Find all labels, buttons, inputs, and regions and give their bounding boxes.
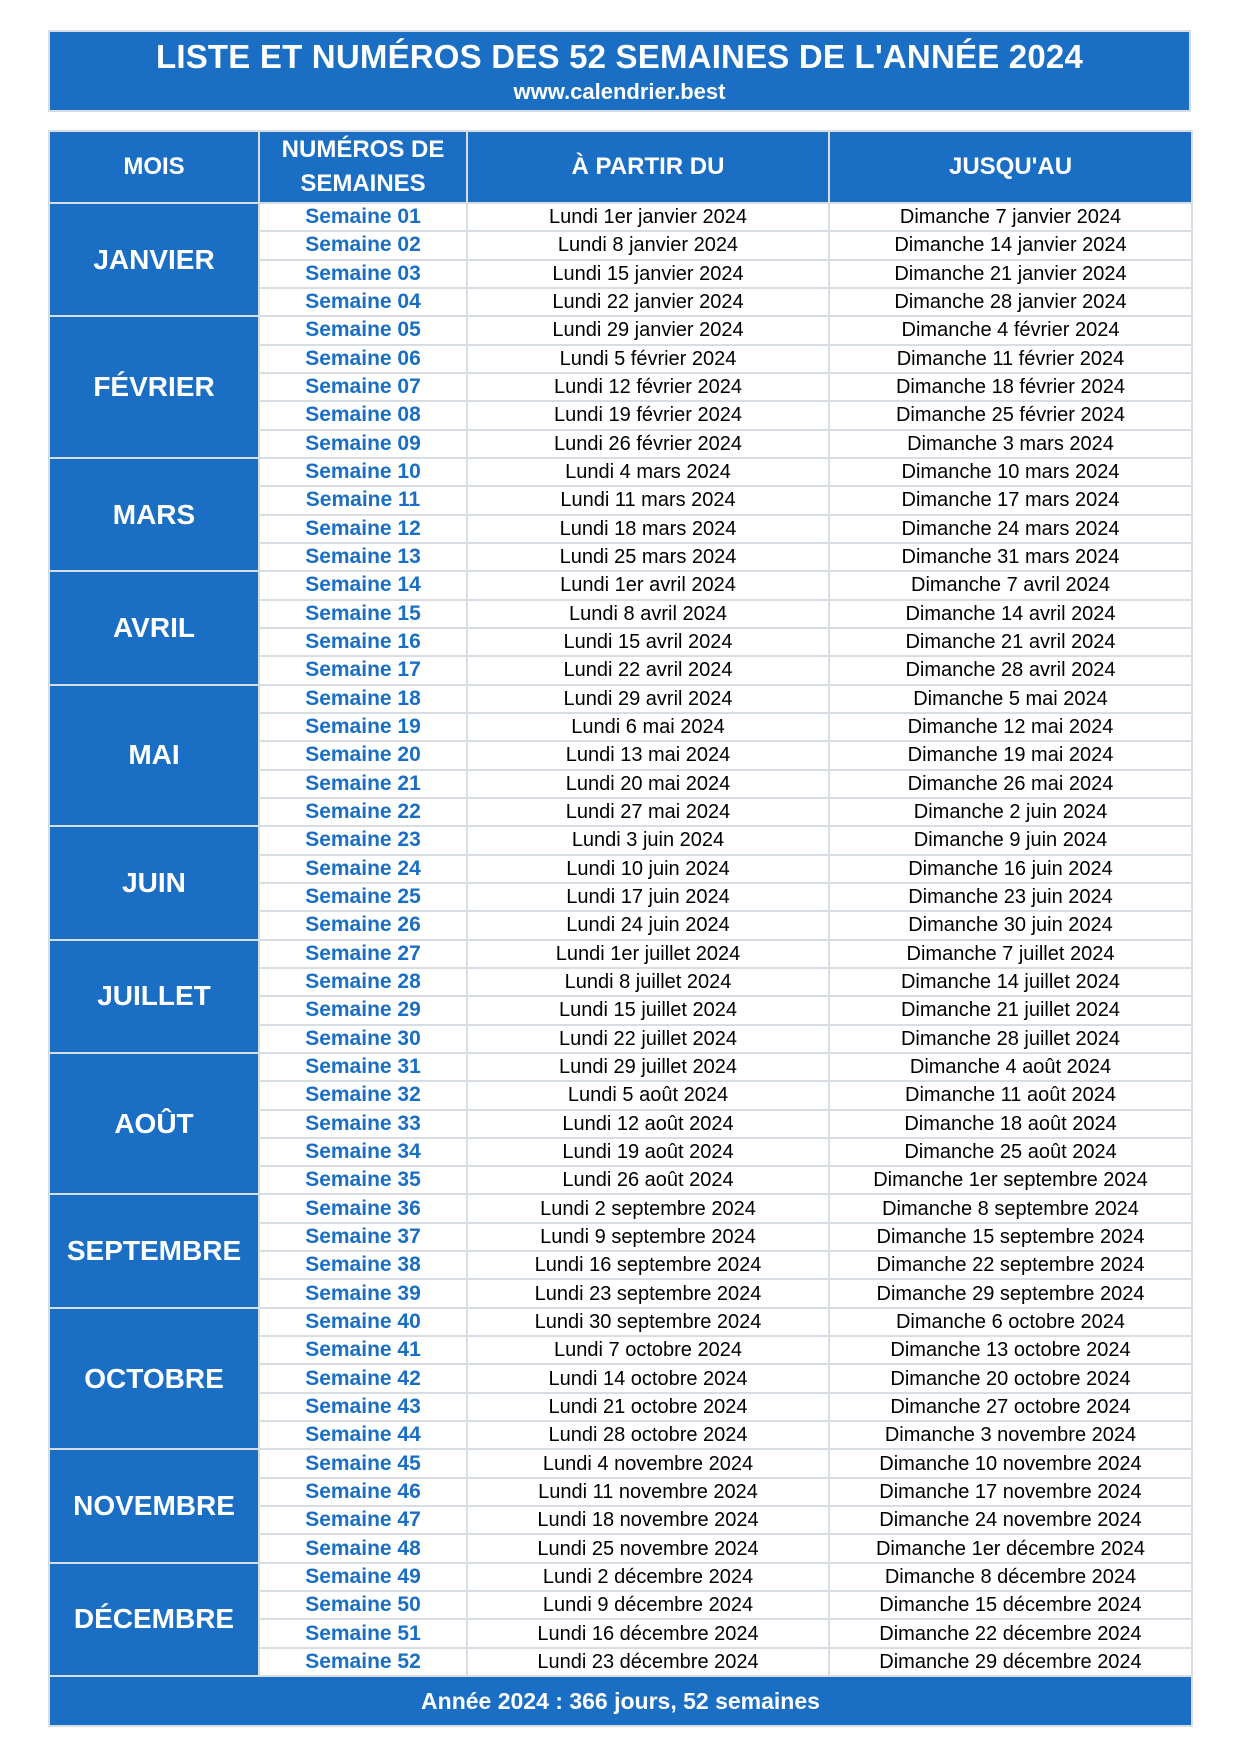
week-number-cell: Semaine 27 — [259, 940, 467, 968]
start-date-cell: Lundi 18 mars 2024 — [467, 515, 829, 543]
week-number-cell: Semaine 39 — [259, 1279, 467, 1307]
start-date-cell: Lundi 29 juillet 2024 — [467, 1053, 829, 1081]
start-date-cell: Lundi 29 avril 2024 — [467, 685, 829, 713]
week-number-cell: Semaine 32 — [259, 1081, 467, 1109]
end-date-cell: Dimanche 5 mai 2024 — [829, 685, 1192, 713]
week-number-cell: Semaine 48 — [259, 1534, 467, 1562]
start-date-cell: Lundi 18 novembre 2024 — [467, 1506, 829, 1534]
week-number-cell: Semaine 26 — [259, 911, 467, 939]
month-cell: JUIN — [49, 826, 259, 939]
end-date-cell: Dimanche 17 mars 2024 — [829, 486, 1192, 514]
start-date-cell: Lundi 9 septembre 2024 — [467, 1223, 829, 1251]
start-date-cell: Lundi 15 avril 2024 — [467, 628, 829, 656]
table-row — [49, 316, 1192, 344]
end-date-cell: Dimanche 28 avril 2024 — [829, 656, 1192, 684]
start-date-cell: Lundi 10 juin 2024 — [467, 855, 829, 883]
month-cell: NOVEMBRE — [49, 1449, 259, 1562]
week-number-cell: Semaine 08 — [259, 401, 467, 429]
week-number-cell: Semaine 46 — [259, 1478, 467, 1506]
table-row — [49, 1053, 1192, 1081]
table-row — [49, 1308, 1192, 1336]
end-date-cell: Dimanche 7 juillet 2024 — [829, 940, 1192, 968]
end-date-cell: Dimanche 12 mai 2024 — [829, 713, 1192, 741]
end-date-cell: Dimanche 28 janvier 2024 — [829, 288, 1192, 316]
site-url: www.calendrier.best — [513, 79, 726, 104]
end-date-cell: Dimanche 3 mars 2024 — [829, 430, 1192, 458]
week-number-cell: Semaine 50 — [259, 1591, 467, 1619]
week-number-cell: Semaine 04 — [259, 288, 467, 316]
week-number-cell: Semaine 13 — [259, 543, 467, 571]
start-date-cell: Lundi 8 janvier 2024 — [467, 231, 829, 259]
end-date-cell: Dimanche 20 octobre 2024 — [829, 1364, 1192, 1392]
week-number-cell: Semaine 06 — [259, 345, 467, 373]
table-footer-row — [49, 1676, 1192, 1726]
table-row — [49, 458, 1192, 486]
week-number-cell: Semaine 02 — [259, 231, 467, 259]
end-date-cell: Dimanche 17 novembre 2024 — [829, 1478, 1192, 1506]
start-date-cell: Lundi 25 mars 2024 — [467, 543, 829, 571]
week-number-cell: Semaine 49 — [259, 1563, 467, 1591]
end-date-cell: Dimanche 18 août 2024 — [829, 1110, 1192, 1138]
end-date-cell: Dimanche 27 octobre 2024 — [829, 1393, 1192, 1421]
start-date-cell: Lundi 7 octobre 2024 — [467, 1336, 829, 1364]
week-number-cell: Semaine 45 — [259, 1449, 467, 1477]
start-date-cell: Lundi 4 novembre 2024 — [467, 1449, 829, 1477]
start-date-cell: Lundi 17 juin 2024 — [467, 883, 829, 911]
week-number-cell: Semaine 11 — [259, 486, 467, 514]
week-number-cell: Semaine 30 — [259, 1025, 467, 1053]
page-header — [48, 30, 1191, 112]
end-date-cell: Dimanche 30 juin 2024 — [829, 911, 1192, 939]
end-date-cell: Dimanche 25 août 2024 — [829, 1138, 1192, 1166]
week-number-cell: Semaine 34 — [259, 1138, 467, 1166]
week-number-cell: Semaine 15 — [259, 600, 467, 628]
week-number-cell: Semaine 41 — [259, 1336, 467, 1364]
start-date-cell: Lundi 21 octobre 2024 — [467, 1393, 829, 1421]
end-date-cell: Dimanche 23 juin 2024 — [829, 883, 1192, 911]
table-row — [49, 940, 1192, 968]
start-date-cell: Lundi 12 août 2024 — [467, 1110, 829, 1138]
table-row — [49, 1194, 1192, 1222]
table-row — [49, 685, 1192, 713]
week-number-cell: Semaine 29 — [259, 996, 467, 1024]
end-date-cell: Dimanche 11 août 2024 — [829, 1081, 1192, 1109]
table-row — [49, 1449, 1192, 1477]
end-date-cell: Dimanche 1er décembre 2024 — [829, 1534, 1192, 1562]
end-date-cell: Dimanche 21 avril 2024 — [829, 628, 1192, 656]
end-date-cell: Dimanche 8 décembre 2024 — [829, 1563, 1192, 1591]
end-date-cell: Dimanche 1er septembre 2024 — [829, 1166, 1192, 1194]
start-date-cell: Lundi 11 mars 2024 — [467, 486, 829, 514]
start-date-cell: Lundi 28 octobre 2024 — [467, 1421, 829, 1449]
week-number-cell: Semaine 03 — [259, 260, 467, 288]
end-date-cell: Dimanche 18 février 2024 — [829, 373, 1192, 401]
start-date-cell: Lundi 3 juin 2024 — [467, 826, 829, 854]
week-number-cell: Semaine 40 — [259, 1308, 467, 1336]
start-date-cell: Lundi 26 août 2024 — [467, 1166, 829, 1194]
end-date-cell: Dimanche 9 juin 2024 — [829, 826, 1192, 854]
start-date-cell: Lundi 2 septembre 2024 — [467, 1194, 829, 1222]
week-number-cell: Semaine 07 — [259, 373, 467, 401]
start-date-cell: Lundi 30 septembre 2024 — [467, 1308, 829, 1336]
weeks-table — [48, 130, 1193, 1727]
table-body — [49, 203, 1192, 1676]
week-number-cell: Semaine 44 — [259, 1421, 467, 1449]
end-date-cell: Dimanche 22 septembre 2024 — [829, 1251, 1192, 1279]
start-date-cell: Lundi 8 avril 2024 — [467, 600, 829, 628]
start-date-cell: Lundi 6 mai 2024 — [467, 713, 829, 741]
start-date-cell: Lundi 4 mars 2024 — [467, 458, 829, 486]
start-date-cell: Lundi 1er avril 2024 — [467, 571, 829, 599]
week-number-cell: Semaine 42 — [259, 1364, 467, 1392]
start-date-cell: Lundi 25 novembre 2024 — [467, 1534, 829, 1562]
start-date-cell: Lundi 11 novembre 2024 — [467, 1478, 829, 1506]
week-number-cell: Semaine 47 — [259, 1506, 467, 1534]
table-row — [49, 826, 1192, 854]
start-date-cell: Lundi 23 décembre 2024 — [467, 1648, 829, 1676]
week-number-cell: Semaine 22 — [259, 798, 467, 826]
start-date-cell: Lundi 19 août 2024 — [467, 1138, 829, 1166]
week-number-cell: Semaine 05 — [259, 316, 467, 344]
week-number-cell: Semaine 25 — [259, 883, 467, 911]
month-cell: JUILLET — [49, 940, 259, 1053]
end-date-cell: Dimanche 16 juin 2024 — [829, 855, 1192, 883]
start-date-cell: Lundi 20 mai 2024 — [467, 770, 829, 798]
column-header-month: MOIS — [49, 131, 259, 203]
end-date-cell: Dimanche 28 juillet 2024 — [829, 1025, 1192, 1053]
start-date-cell: Lundi 1er janvier 2024 — [467, 203, 829, 231]
start-date-cell: Lundi 15 juillet 2024 — [467, 996, 829, 1024]
week-number-cell: Semaine 43 — [259, 1393, 467, 1421]
page-title: LISTE ET NUMÉROS DES 52 SEMAINES DE L'ANNÉE 2024 — [156, 38, 1083, 75]
week-number-cell: Semaine 36 — [259, 1194, 467, 1222]
end-date-cell: Dimanche 24 novembre 2024 — [829, 1506, 1192, 1534]
week-number-cell: Semaine 01 — [259, 203, 467, 231]
end-date-cell: Dimanche 7 janvier 2024 — [829, 203, 1192, 231]
end-date-cell: Dimanche 4 février 2024 — [829, 316, 1192, 344]
end-date-cell: Dimanche 14 juillet 2024 — [829, 968, 1192, 996]
start-date-cell: Lundi 22 avril 2024 — [467, 656, 829, 684]
start-date-cell: Lundi 12 février 2024 — [467, 373, 829, 401]
table-row — [49, 1563, 1192, 1591]
end-date-cell: Dimanche 15 décembre 2024 — [829, 1591, 1192, 1619]
start-date-cell: Lundi 1er juillet 2024 — [467, 940, 829, 968]
start-date-cell: Lundi 22 juillet 2024 — [467, 1025, 829, 1053]
start-date-cell: Lundi 24 juin 2024 — [467, 911, 829, 939]
month-cell: FÉVRIER — [49, 316, 259, 458]
week-number-cell: Semaine 28 — [259, 968, 467, 996]
end-date-cell: Dimanche 21 janvier 2024 — [829, 260, 1192, 288]
end-date-cell: Dimanche 29 septembre 2024 — [829, 1279, 1192, 1307]
week-number-cell: Semaine 33 — [259, 1110, 467, 1138]
end-date-cell: Dimanche 29 décembre 2024 — [829, 1648, 1192, 1676]
end-date-cell: Dimanche 8 septembre 2024 — [829, 1194, 1192, 1222]
table-row — [49, 203, 1192, 231]
start-date-cell: Lundi 5 août 2024 — [467, 1081, 829, 1109]
end-date-cell: Dimanche 14 avril 2024 — [829, 600, 1192, 628]
end-date-cell: Dimanche 2 juin 2024 — [829, 798, 1192, 826]
start-date-cell: Lundi 2 décembre 2024 — [467, 1563, 829, 1591]
end-date-cell: Dimanche 24 mars 2024 — [829, 515, 1192, 543]
end-date-cell: Dimanche 14 janvier 2024 — [829, 231, 1192, 259]
end-date-cell: Dimanche 19 mai 2024 — [829, 741, 1192, 769]
end-date-cell: Dimanche 22 décembre 2024 — [829, 1619, 1192, 1647]
start-date-cell: Lundi 8 juillet 2024 — [467, 968, 829, 996]
end-date-cell: Dimanche 6 octobre 2024 — [829, 1308, 1192, 1336]
week-number-cell: Semaine 19 — [259, 713, 467, 741]
end-date-cell: Dimanche 10 novembre 2024 — [829, 1449, 1192, 1477]
month-cell: MARS — [49, 458, 259, 571]
week-number-cell: Semaine 35 — [259, 1166, 467, 1194]
week-number-cell: Semaine 17 — [259, 656, 467, 684]
end-date-cell: Dimanche 21 juillet 2024 — [829, 996, 1192, 1024]
start-date-cell: Lundi 13 mai 2024 — [467, 741, 829, 769]
week-number-cell: Semaine 38 — [259, 1251, 467, 1279]
start-date-cell: Lundi 29 janvier 2024 — [467, 316, 829, 344]
month-cell: SEPTEMBRE — [49, 1194, 259, 1307]
week-number-cell: Semaine 14 — [259, 571, 467, 599]
week-number-cell: Semaine 37 — [259, 1223, 467, 1251]
week-number-cell: Semaine 09 — [259, 430, 467, 458]
end-date-cell: Dimanche 26 mai 2024 — [829, 770, 1192, 798]
start-date-cell: Lundi 14 octobre 2024 — [467, 1364, 829, 1392]
week-number-cell: Semaine 24 — [259, 855, 467, 883]
week-number-cell: Semaine 52 — [259, 1648, 467, 1676]
end-date-cell: Dimanche 31 mars 2024 — [829, 543, 1192, 571]
month-cell: OCTOBRE — [49, 1308, 259, 1450]
month-cell: DÉCEMBRE — [49, 1563, 259, 1676]
end-date-cell: Dimanche 7 avril 2024 — [829, 571, 1192, 599]
week-number-cell: Semaine 21 — [259, 770, 467, 798]
end-date-cell: Dimanche 4 août 2024 — [829, 1053, 1192, 1081]
end-date-cell: Dimanche 25 février 2024 — [829, 401, 1192, 429]
start-date-cell: Lundi 15 janvier 2024 — [467, 260, 829, 288]
start-date-cell: Lundi 16 décembre 2024 — [467, 1619, 829, 1647]
column-header-week-number: NUMÉROS DE SEMAINES — [259, 131, 467, 203]
start-date-cell: Lundi 27 mai 2024 — [467, 798, 829, 826]
year-summary: Année 2024 : 366 jours, 52 semaines — [49, 1676, 1192, 1726]
week-number-cell: Semaine 51 — [259, 1619, 467, 1647]
week-number-cell: Semaine 31 — [259, 1053, 467, 1081]
end-date-cell: Dimanche 11 février 2024 — [829, 345, 1192, 373]
week-number-cell: Semaine 20 — [259, 741, 467, 769]
start-date-cell: Lundi 5 février 2024 — [467, 345, 829, 373]
end-date-cell: Dimanche 15 septembre 2024 — [829, 1223, 1192, 1251]
end-date-cell: Dimanche 13 octobre 2024 — [829, 1336, 1192, 1364]
column-header-start: À PARTIR DU — [467, 131, 829, 203]
start-date-cell: Lundi 16 septembre 2024 — [467, 1251, 829, 1279]
start-date-cell: Lundi 22 janvier 2024 — [467, 288, 829, 316]
week-number-cell: Semaine 16 — [259, 628, 467, 656]
column-header-end: JUSQU'AU — [829, 131, 1192, 203]
start-date-cell: Lundi 19 février 2024 — [467, 401, 829, 429]
start-date-cell: Lundi 23 septembre 2024 — [467, 1279, 829, 1307]
week-number-cell: Semaine 18 — [259, 685, 467, 713]
start-date-cell: Lundi 26 février 2024 — [467, 430, 829, 458]
month-cell: AVRIL — [49, 571, 259, 684]
week-number-cell: Semaine 12 — [259, 515, 467, 543]
end-date-cell: Dimanche 3 novembre 2024 — [829, 1421, 1192, 1449]
month-cell: MAI — [49, 685, 259, 827]
week-number-cell: Semaine 23 — [259, 826, 467, 854]
month-cell: AOÛT — [49, 1053, 259, 1195]
month-cell: JANVIER — [49, 203, 259, 316]
table-row — [49, 571, 1192, 599]
week-number-cell: Semaine 10 — [259, 458, 467, 486]
start-date-cell: Lundi 9 décembre 2024 — [467, 1591, 829, 1619]
end-date-cell: Dimanche 10 mars 2024 — [829, 458, 1192, 486]
table-header-row — [49, 131, 1192, 203]
